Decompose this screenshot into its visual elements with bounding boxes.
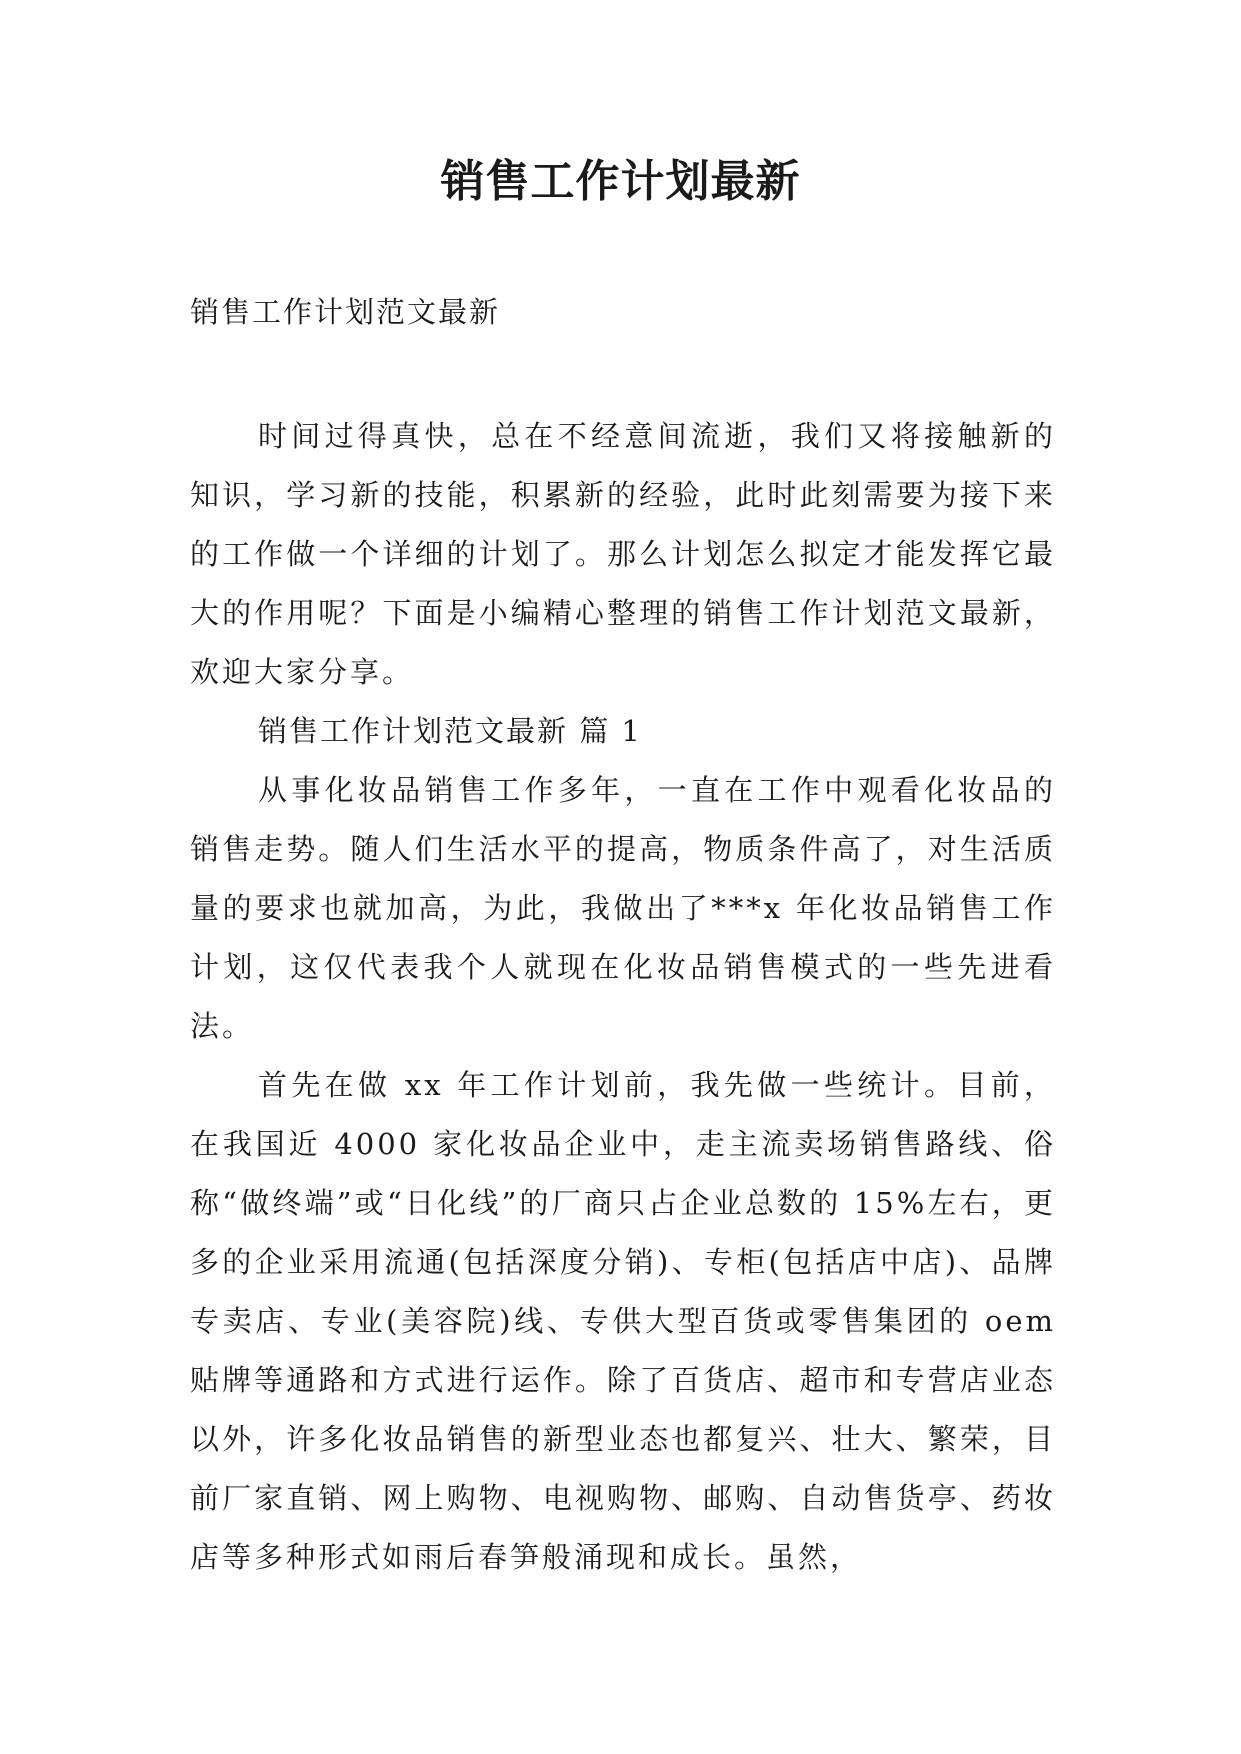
body-paragraph-1: 从事化妆品销售工作多年，一直在工作中观看化妆品的销售走势。随人们生活水平的提高，物质条件高了，对生活质量的要求也就加高，为此，我做出了***x 年化妆品销售工作计划，这仅代表我个人就现在化妆品销售模式的一些先进看法。: [190, 773, 1056, 1043]
intro-paragraph: 时间过得真快，总在不经意间流逝，我们又将接触新的知识，学习新的技能，积累新的经验，此时此刻需要为接下来的工作做一个详细的计划了。那么计划怎么拟定才能发挥它最大的作用呢？下面是小编精心整理的销售工作计划范文最新，欢迎大家分享。: [190, 419, 1056, 689]
body-paragraph-2: 首先在做 xx 年工作计划前，我先做一些统计。目前，在我国近 4000 家化妆品企业中，走主流卖场销售路线、俗称“做终端”或“日化线”的厂商只占企业总数的 15%左右，更多的企业采用流通(包括深度分销)、专柜(包括店中店)、品牌专卖店、专业(美容院)线、专供大型百货或零售集团的 oem 贴牌等通路和方式进行运作。除了百货店、超市和专营店业态以外，许多化妆品销售的新型业态也都复兴、壮大、繁荣，目前厂家直销、网上购物、电视购物、邮购、自动售货亭、药妆店等多种形式如雨后春笋般涌现和成长。虽然，: [190, 1068, 1056, 1574]
document-title: 销售工作计划最新: [440, 156, 801, 207]
document-body: [190, 407, 1056, 1587]
document-subtitle: 销售工作计划范文最新: [190, 295, 501, 329]
section-heading: 销售工作计划范文最新 篇 1: [258, 714, 642, 748]
